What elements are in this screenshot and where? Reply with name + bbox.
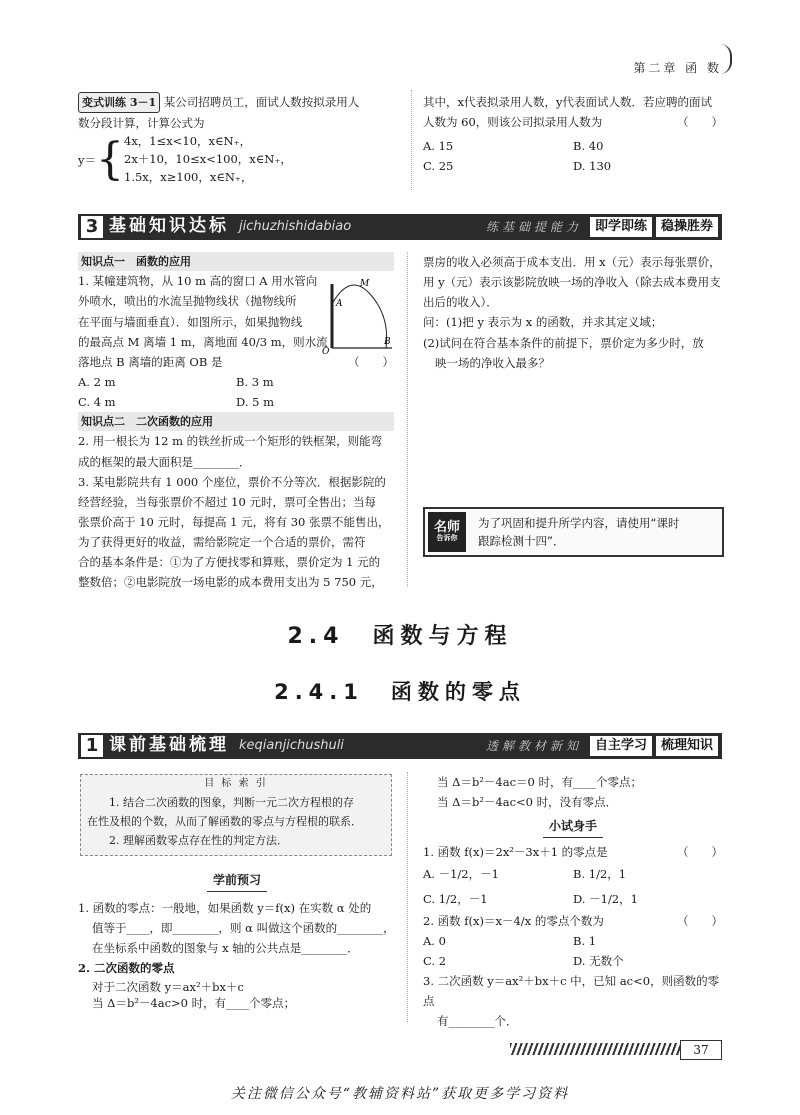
- option: A. 15: [423, 139, 454, 154]
- question-text: 的最高点 M 离墙 1 m，离地面 40/3 m，则水流: [78, 334, 328, 349]
- exercise-text: 某公司招聘员工，面试人数按拟录用人: [163, 95, 360, 109]
- option: B. 40: [573, 139, 604, 154]
- section-heading: 2.4 函数与方程: [287, 624, 513, 649]
- section-title: 课前基础梳理: [109, 735, 229, 756]
- note-line: 为了巩固和提升所学内容，请使用“课时: [478, 515, 680, 530]
- column-divider: [411, 90, 412, 190]
- formula-case: 2x＋10，10≤x<100，x∈N₊，: [124, 152, 292, 167]
- exercise-text: 其中，x代表拟录用人数，y代表面试人数．若应聘的面试: [423, 95, 712, 109]
- option: A. 0: [423, 933, 446, 948]
- try-title: 小试身手: [543, 816, 603, 838]
- preview-text: 在坐标系中函数的图象与 x 轴的公共点是________．: [92, 941, 359, 956]
- question-text: 出后的收入）．: [423, 295, 498, 310]
- answer-paren: （ ）: [677, 845, 723, 860]
- section-pinyin: keqianjichushuli: [239, 737, 344, 753]
- subsection-heading: 2.4.1 函数的零点: [274, 680, 526, 704]
- variant-badge: 变式训练 3－1: [78, 92, 160, 113]
- question-text: 用 y（元）表示该影院放映一场的净收入（除去成本费用支: [423, 275, 721, 290]
- section-tag: 梳理知识: [656, 736, 718, 756]
- question-text: 2. 用一根长为 12 m 的铁丝折成一个矩形的铁框架，则能弯: [78, 434, 383, 449]
- question-text: 票房的收入必须高于成本支出．用 x（元）表示每张票价，: [423, 255, 721, 269]
- pre-study-title: 学前预习: [207, 870, 267, 892]
- variant-exercise: [78, 92, 398, 187]
- note-tag: [428, 512, 466, 552]
- option: A. －1/2，－1: [423, 867, 499, 882]
- piecewise-formula: [78, 133, 398, 186]
- note-tag-sub: 告诉你: [436, 534, 458, 543]
- section-title: 基础知识达标: [109, 216, 229, 237]
- question-text: 2. 函数 f(x)＝x－4/x 的零点个数为: [423, 913, 604, 928]
- option: B. 3 m: [236, 374, 274, 389]
- variant-exercise-cont: [423, 92, 723, 177]
- option: A. 2 m: [78, 374, 116, 389]
- column-divider: [407, 772, 408, 1022]
- option: C. 4 m: [78, 395, 116, 409]
- question-text: 成的框架的最大面积是________．: [78, 454, 251, 469]
- formula-case: 1.5x，x≥100，x∈N₊，: [124, 170, 253, 184]
- preview-text: 当 Δ＝b²－4ac＝0 时，有____个零点；: [437, 775, 643, 789]
- question-text: 经营经验，当每张票价不超过 10 元时，票可全售出；当每: [78, 494, 376, 509]
- section-tag: 稳操胜券: [656, 217, 718, 237]
- right-bottom: [423, 772, 723, 1031]
- column-divider: [407, 252, 408, 587]
- section-tag: 自主学习: [590, 736, 652, 756]
- question-text: 3. 某电影院共有 1 000 个座位，票价不分等次．根据影院的: [78, 474, 386, 489]
- goal-item: 在性及根的个数，从而了解函数的零点与方程根的联系．: [87, 814, 362, 828]
- section-slogan: 透解教材新知: [485, 738, 582, 753]
- goal-item: 1. 结合二次函数的图象，判断一元二次方程根的存: [109, 795, 354, 809]
- page-number: 37: [680, 1040, 722, 1060]
- section-slogan: 练基础提能力: [485, 219, 582, 234]
- point-label-O: O: [322, 347, 330, 356]
- goals-box: [80, 774, 392, 856]
- options: [423, 862, 723, 910]
- answer-paren: （ ）: [348, 354, 394, 369]
- question-text: 3. 二次函数 y＝ax²＋bx＋c 中，已知 ac<0，则函数的零点: [423, 974, 720, 1009]
- option: C. 25: [423, 159, 454, 174]
- question-text: 张票价高于 10 元时，每提高 1 元，将有 30 张票不能售出，: [78, 514, 390, 529]
- right-column: [423, 252, 723, 373]
- parabola-figure: [320, 276, 400, 356]
- section-tag: 即学即练: [590, 217, 652, 237]
- question-text: 1. 某幢建筑物，从 10 m 高的窗口 A 用水管向: [78, 274, 318, 289]
- note-line: 跟踪检测十四”．: [478, 534, 565, 548]
- point-label-A: A: [336, 299, 343, 309]
- preview-text: 当 Δ＝b²－4ac>0 时，有____个零点；: [92, 996, 296, 1011]
- option: D. 5 m: [236, 395, 274, 409]
- preview-text: 当 Δ＝b²－4ac<0 时，没有零点．: [437, 795, 618, 810]
- point-label-B: B: [384, 337, 391, 347]
- question-text: 在平面与墙面垂直）．如图所示，如果抛物线: [78, 314, 303, 329]
- header-ornament: [720, 44, 732, 74]
- section-number: 1: [81, 735, 103, 757]
- chapter-header: 第二章 函 数: [633, 61, 722, 75]
- question-text: 外喷水，喷出的水流呈抛物线状（抛物线所: [78, 294, 297, 309]
- preview-heading: 2. 二次函数的零点: [78, 961, 175, 976]
- option: C. 2: [423, 953, 447, 968]
- footer-watermark: 关注微信公众号“教辅资料站”获取更多学习资料: [230, 1086, 570, 1102]
- option: D. 130: [573, 159, 612, 174]
- section-number: 3: [81, 216, 103, 238]
- formula-lhs: y＝: [78, 153, 96, 168]
- section-bar-basic: [78, 214, 722, 240]
- preview-text: 1. 函数的零点：一般地，如果函数 y＝f(x) 在实数 α 处的: [78, 901, 372, 915]
- options: [423, 136, 723, 176]
- answer-paren: （ ）: [677, 115, 723, 130]
- note-tag-title: 名师: [433, 520, 460, 535]
- question-text: 为了获得更好的收益，需给影院定一个合适的票价，需符: [78, 535, 366, 549]
- question-text: 合的基本条件是：①为了方便找零和算账，票价定为 1 元的: [78, 555, 381, 570]
- answer-paren: （ ）: [677, 913, 723, 928]
- brace: {: [96, 134, 124, 186]
- option: B. 1: [573, 933, 597, 948]
- note-text: [478, 514, 679, 551]
- question-text: (2)试问在符合基本条件的前提下，票价定为多少时，放: [423, 335, 704, 350]
- knowledge-point-label: 知识点二 二次函数的应用: [78, 412, 394, 431]
- options: [423, 931, 723, 971]
- preview-text: 对于二次函数 y＝ax²＋bx＋c: [92, 979, 244, 994]
- question-text: 问：(1)把 y 表示为 x 的函数，并求其定义域；: [423, 315, 663, 330]
- option: D. 无数个: [573, 953, 624, 968]
- point-label-M: M: [360, 279, 370, 289]
- question-text: 落地点 B 离墙的距离 OB 是: [78, 354, 223, 369]
- option: B. 1/2，1: [573, 867, 627, 882]
- page-number-decoration: [510, 1043, 680, 1055]
- pre-study: [78, 870, 396, 1012]
- goal-item: 2. 理解函数零点存在性的判定方法．: [109, 834, 288, 847]
- option: D. －1/2，1: [573, 891, 638, 906]
- goals-title: 目 标 索 引: [204, 778, 268, 789]
- exercise-text: 人数为 60，则该公司拟录用人数为: [423, 115, 603, 130]
- teacher-note: [423, 507, 724, 557]
- exercise-text: 数分段计算，计算公式为: [78, 116, 205, 131]
- option: C. 1/2，－1: [423, 891, 488, 906]
- question-text: 1. 函数 f(x)＝2x²－3x＋1 的零点是: [423, 845, 608, 860]
- question-text: 映一场的净收入最多？: [435, 355, 550, 370]
- knowledge-point-label: 知识点一 函数的应用: [78, 252, 394, 271]
- question-text: 整数倍；②电影院放一场电影的成本费用支出为 5 750 元，: [78, 575, 383, 590]
- section-pinyin: jichuzhishidabiao: [239, 218, 352, 234]
- formula-case: 4x，1≤x<10，x∈N₊，: [124, 134, 252, 149]
- question-text: 有________个．: [437, 1014, 518, 1029]
- preview-text: 值等于____，即________，则 α 叫做这个函数的________，: [92, 921, 395, 936]
- options: [78, 372, 394, 412]
- section-bar-preview: [78, 733, 722, 759]
